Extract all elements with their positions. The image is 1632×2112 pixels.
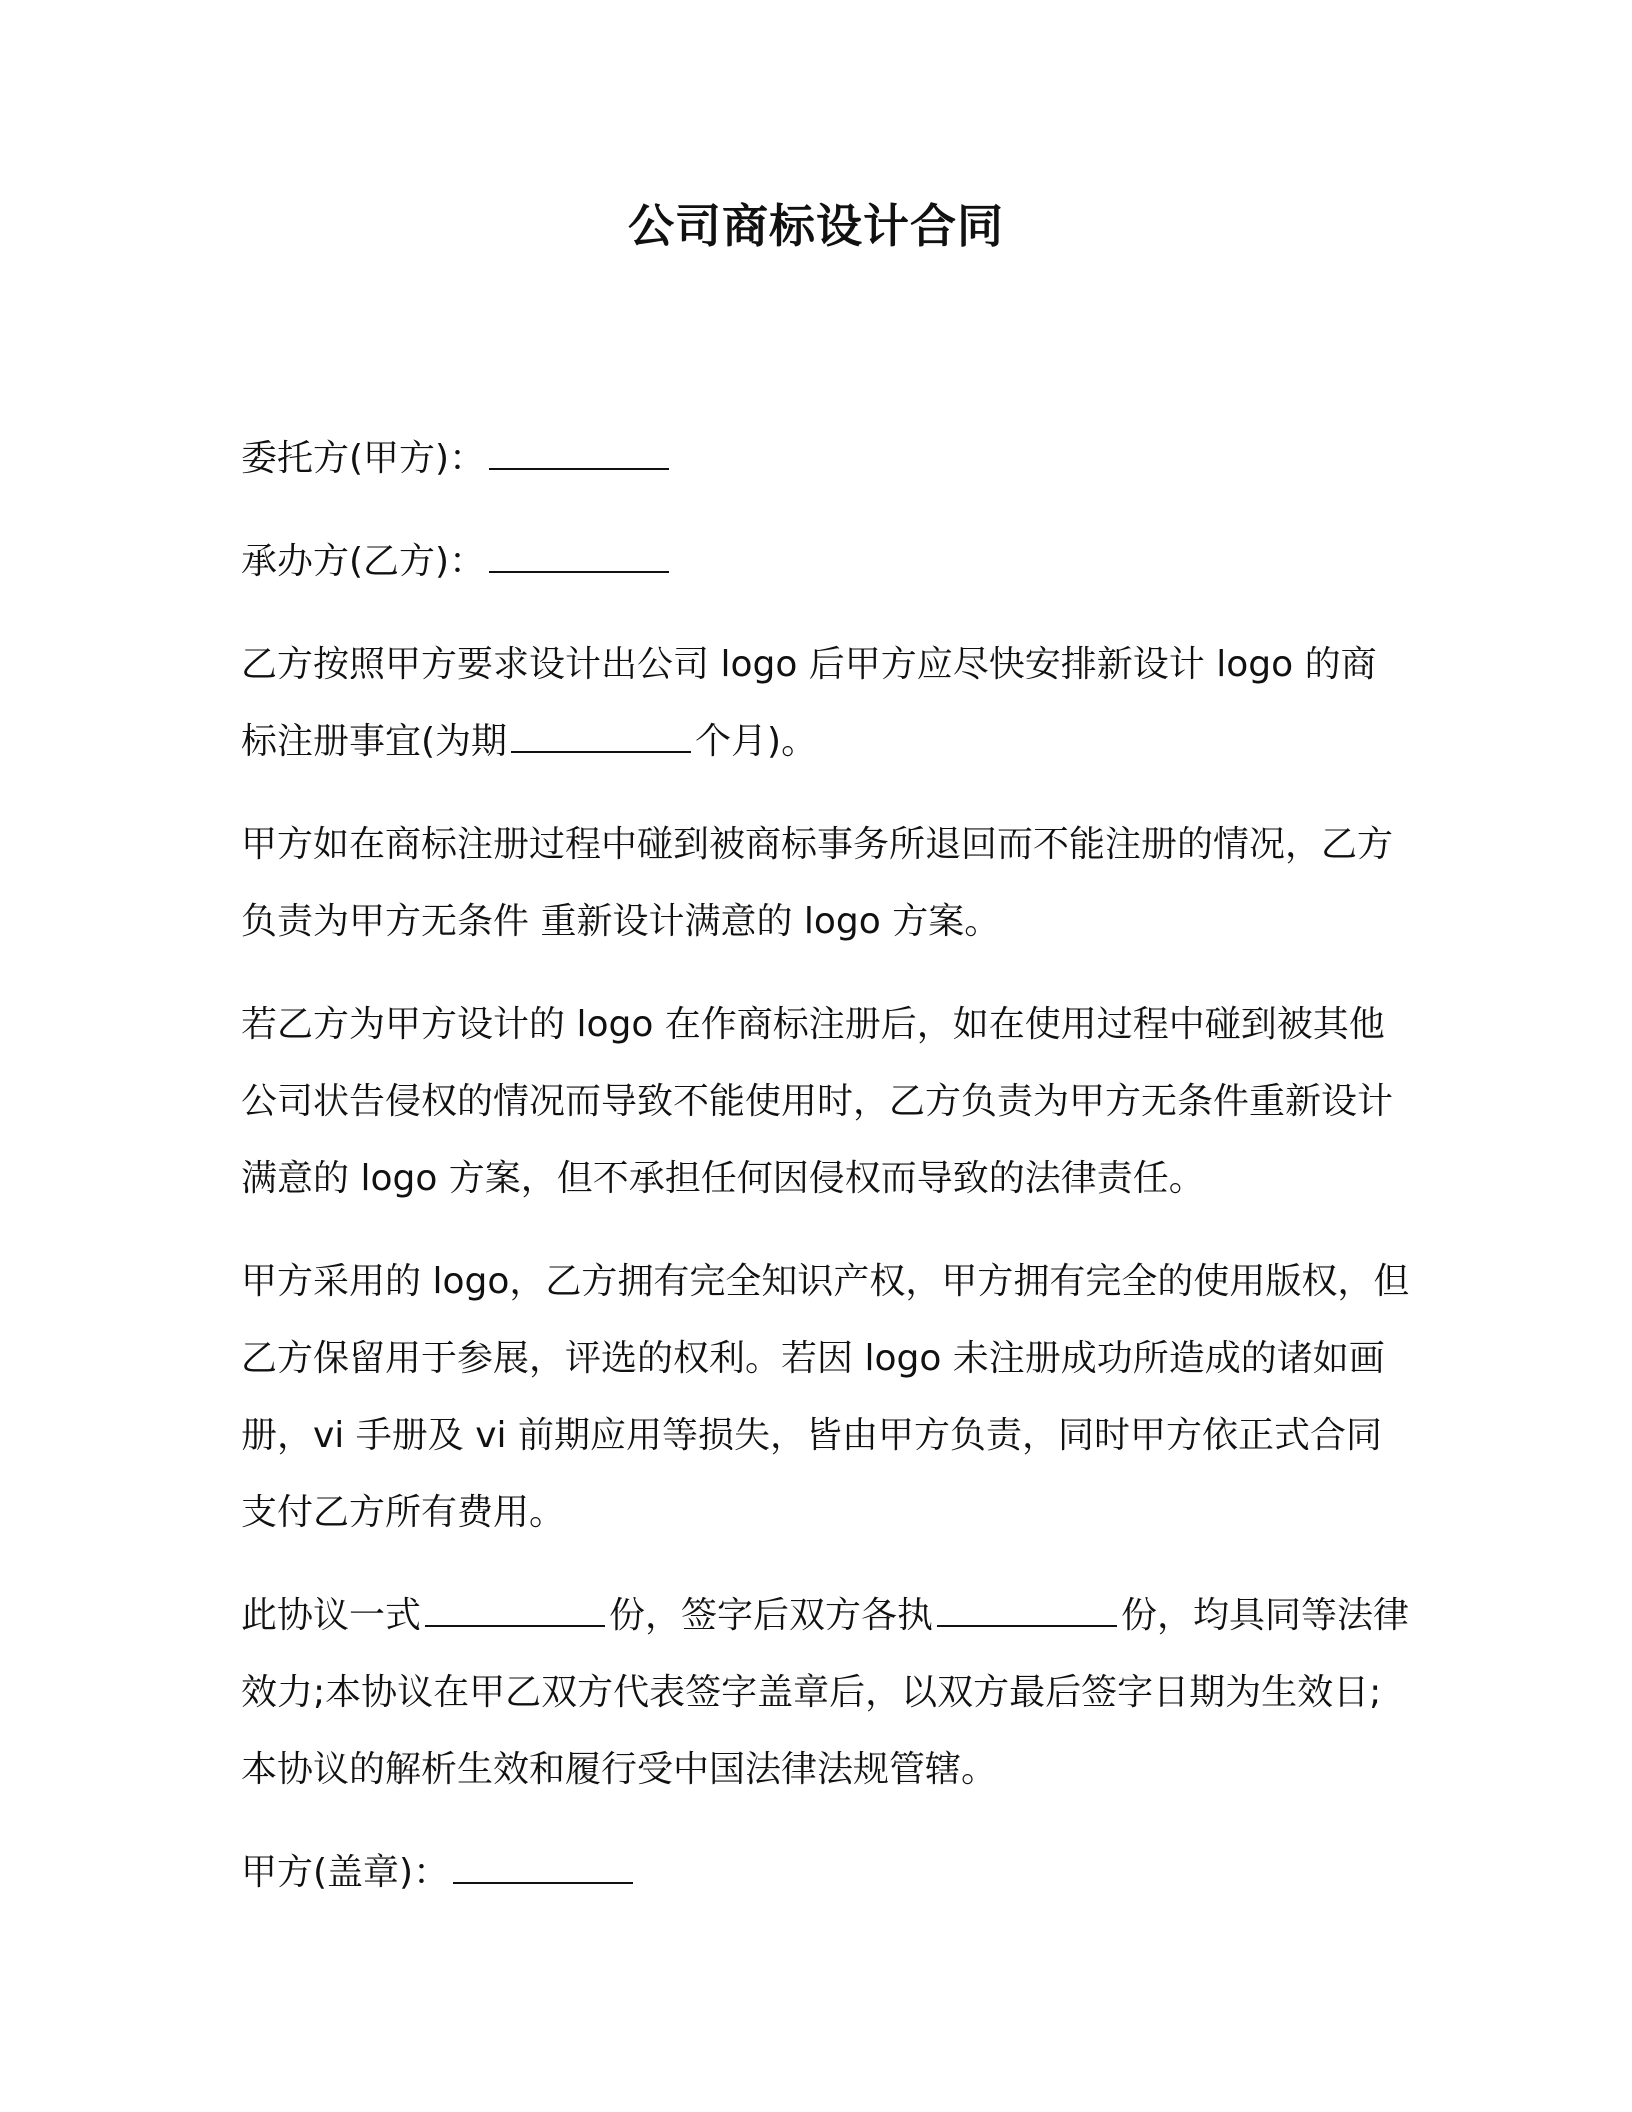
clause-ip-rights: 甲方采用的 logo，乙方拥有完全知识产权，甲方拥有完全的使用版权，但乙方保留用于参展，评选的权利。若因 logo 未注册成功所造成的诸如画册，vi 手册及 vi 前期应用等损失，皆由甲方负责，同时甲方依正式合同支付乙方所有费用。	[241, 1261, 1410, 1533]
fill-blank	[937, 1601, 1117, 1627]
clause-copies-text-1: 此协议一式	[241, 1595, 422, 1636]
clause-infringement: 若乙方为甲方设计的 logo 在作商标注册后，如在使用过程中碰到被其他公司状告侵权的情况而导致不能使用时，乙方负责为甲方无条件重新设计满意的 logo 方案，但不承担任何因侵权而导致的法律责任。	[241, 1004, 1394, 1199]
seal-label: 甲方(盖章)：	[241, 1852, 450, 1893]
fill-blank	[511, 727, 691, 753]
fill-blank	[489, 547, 669, 573]
seal-line	[241, 1834, 1411, 1911]
clause-copies-text-2: 份，签字后双方各执	[609, 1595, 934, 1636]
clause-registration-text-2: 个月)。	[695, 721, 818, 762]
party-a-label: 委托方(甲方)：	[241, 438, 486, 479]
clause-registration	[241, 626, 1411, 780]
document-body	[241, 420, 1411, 1937]
fill-blank	[489, 444, 669, 470]
clause-copies	[241, 1577, 1411, 1808]
clause-rejection: 甲方如在商标注册过程中碰到被商标事务所退回而不能注册的情况，乙方负责为甲方无条件 重新设计满意的 logo 方案。	[241, 824, 1394, 942]
party-b-line	[241, 523, 1411, 600]
clause-copies-text-3: 份，均具同等法律效力;本协议在甲乙双方代表签字盖章后，以双方最后签字日期为生效日;本协议的解析生效和履行受中国法律法规管辖。	[241, 1595, 1410, 1790]
party-a-line	[241, 420, 1411, 497]
fill-blank	[425, 1601, 605, 1627]
fill-blank	[453, 1858, 633, 1884]
party-b-label: 承办方(乙方)：	[241, 541, 486, 582]
clause-registration-text-1: 乙方按照甲方要求设计出公司 logo 后甲方应尽快安排新设计 logo 的商标注册事宜(为期	[241, 644, 1377, 762]
document-title: 公司商标设计合同	[628, 199, 1004, 253]
